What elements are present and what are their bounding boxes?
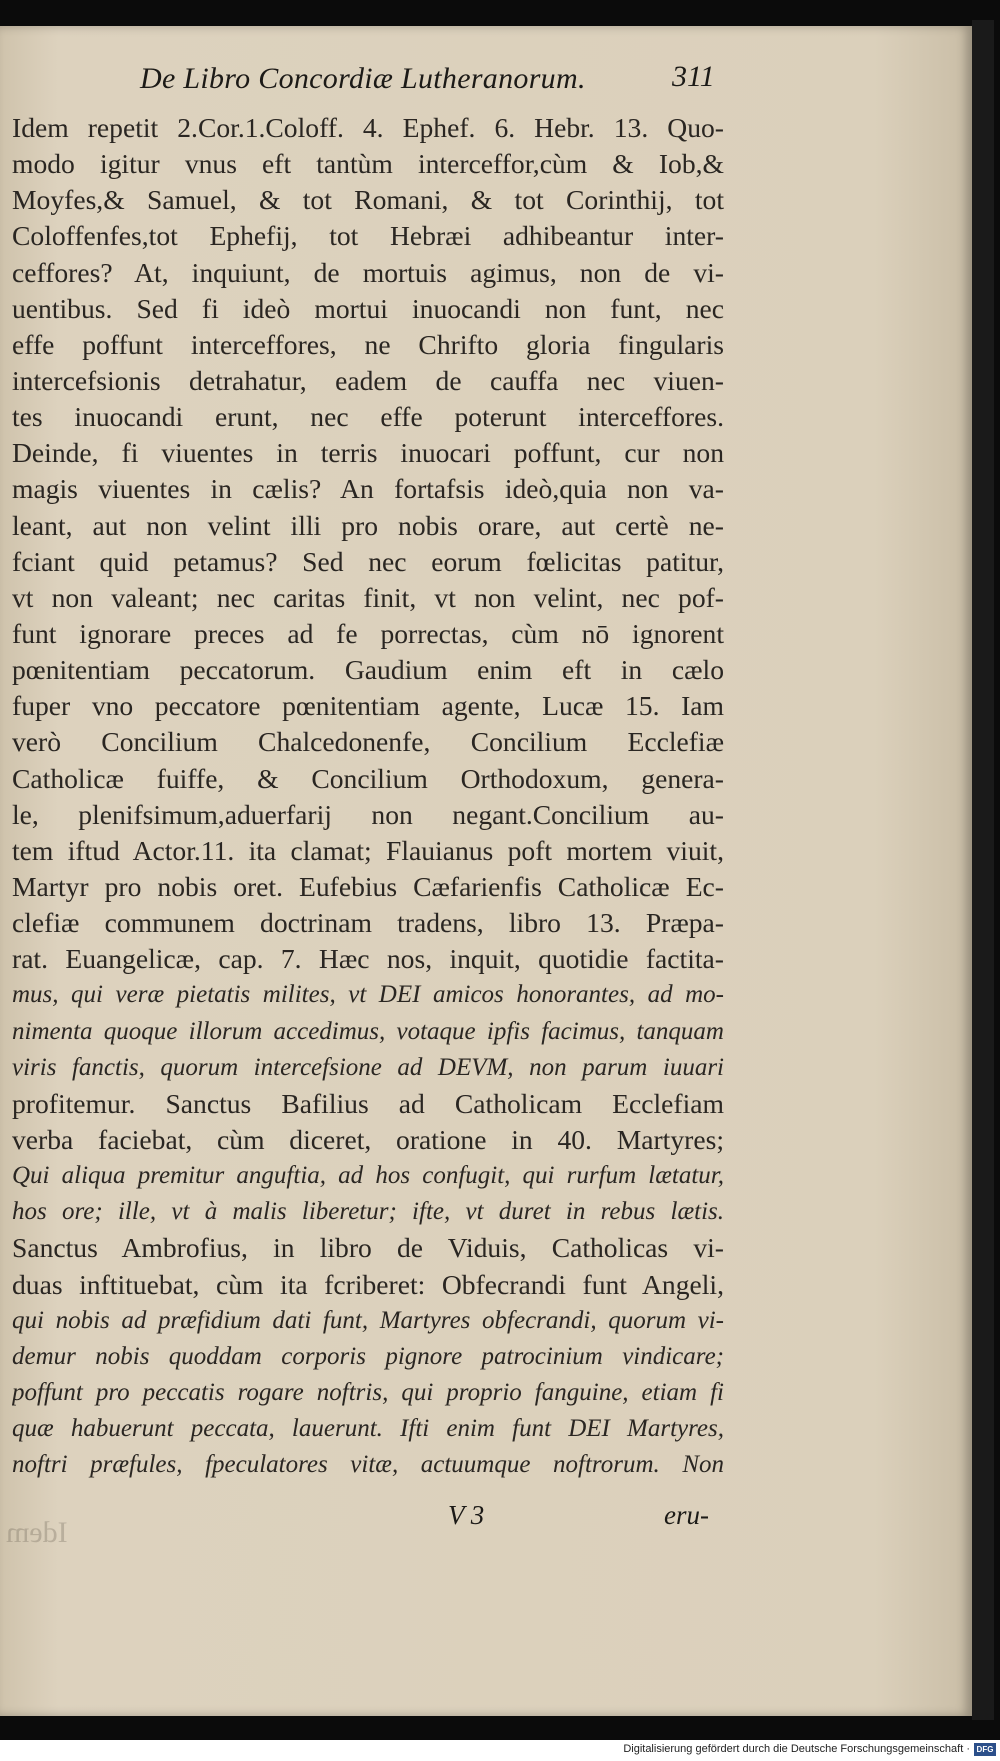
text-line: magis viuentes in cælis? An fortafsis ideò,quia non va- <box>12 473 724 505</box>
text-line: tes inuocandi erunt, nec effe poterunt interceffores. <box>12 401 724 433</box>
footer-bar <box>0 1740 1000 1761</box>
dfg-logo-icon: DFG <box>974 1743 996 1756</box>
text-line: Moyfes,& Samuel, & tot Romani, & tot Corinthij, tot <box>12 184 724 216</box>
catchword: eru- <box>664 1500 709 1530</box>
text-line: rat. Euangelicæ, cap. 7. Hæc nos, inquit, quotidie factita- <box>12 943 724 975</box>
text-line: Martyr pro nobis oret. Eufebius Cæfarienfis Catholicæ Ec- <box>12 870 724 902</box>
signature-mark: V 3 <box>448 1500 485 1530</box>
text-line: verba faciebat, cùm diceret, oratione in 40. Martyres; <box>12 1123 724 1155</box>
text-line: Coloffenfes,tot Ephefij, tot Hebræi adhibeantur inter- <box>12 220 724 252</box>
text-line: qui nobis ad præfidium dati funt, Martyres obfecrandi, quorum vi- <box>12 1306 724 1334</box>
text-line: pœnitentiam peccatorum. Gaudium enim eft in cælo <box>12 654 724 686</box>
text-line: Idem repetit 2.Cor.1.Coloff. 4. Ephef. 6. Hebr. 13. Quo- <box>12 112 724 143</box>
text-line: ceffores? At, inquiunt, de mortuis agimus, non de vi- <box>12 256 724 288</box>
text-line: effe poffunt interceffores, ne Chrifto gloria fingularis <box>12 328 724 360</box>
text-line: mus, qui veræ pietatis milites, vt DEI amicos honorantes, ad mo- <box>12 981 724 1009</box>
text-line: fuper vno peccatore pœnitentiam agente, Lucæ 15. Iam <box>12 690 724 722</box>
page-edge <box>972 20 994 1720</box>
text-line: quæ habuerunt peccata, lauerunt. Ifti enim funt DEI Martyres, <box>12 1415 724 1443</box>
text-line: tem iftud Actor.11. ita clamat; Flauianus poft mortem viuit, <box>12 834 724 866</box>
text-line: funt ignorare preces ad fe porrectas, cùm nō ignorent <box>12 617 724 649</box>
text-line: Sanctus Ambrofius, in libro de Viduis, Catholicas vi- <box>12 1232 724 1264</box>
text-line: Deinde, fi viuentes in terris inuocari poffunt, cur non <box>12 437 724 469</box>
text-line: poffunt pro peccatis rogare noftris, qui proprio fanguine, etiam fi <box>12 1378 724 1406</box>
text-line: hos ore; ille, vt à malis liberetur; ifte, vt duret in rebus lætis. <box>12 1198 724 1226</box>
text-line: Qui aliqua premitur anguftia, ad hos confugit, qui rurfum lætatur, <box>12 1162 724 1190</box>
text-line: vt non valeant; nec caritas finit, vt non velint, nec pof- <box>12 581 724 613</box>
text-line: modo igitur vnus eft tantùm interceffor,cùm & Iob,& <box>12 148 724 180</box>
text-line: duas inftituebat, cùm ita fcriberet: Obfecrandi funt Angeli, <box>12 1268 724 1300</box>
text-line: noftri præfules, fpeculatores vitæ, actuumque noftrorum. Non <box>12 1451 724 1479</box>
text-line: leant, aut non velint illi pro nobis orare, aut certè ne- <box>12 509 724 541</box>
body-text <box>12 110 724 1483</box>
text-line: fciant quid petamus? Sed nec eorum fœlicitas patitur, <box>12 545 724 577</box>
text-line: viris fanctis, quorum intercefsione ad DEVM, non parum iuuari <box>12 1053 724 1081</box>
running-head: De Libro Concordiæ Lutheranorum. <box>140 62 586 95</box>
text-line: le, plenifsimum,aduerfarij non negant.Concilium au- <box>12 798 724 830</box>
text-line: verò Concilium Chalcedonenfe, Concilium Ecclefiæ <box>12 726 724 758</box>
text-line: Catholicæ fuiffe, & Concilium Orthodoxum, genera- <box>12 762 724 794</box>
page-number: 311 <box>672 60 715 93</box>
text-line: profitemur. Sanctus Bafilius ad Catholicam Ecclefiam <box>12 1087 724 1119</box>
text-line: intercefsionis detrahatur, eadem de cauffa nec viuen- <box>12 364 724 396</box>
text-line: uentibus. Sed fi ideò mortui inuocandi non funt, nec <box>12 292 724 324</box>
text-line: nimenta quoque illorum accedimus, votaque ipfis facimus, tanquam <box>12 1017 724 1045</box>
footer-credit: Digitalisierung gefördert durch die Deutsche Forschungsgemeinschaft · <box>623 1743 970 1755</box>
show-through-text: Idem <box>6 1516 68 1549</box>
text-line: clefiæ communem doctrinam tradens, libro 13. Præpa- <box>12 907 724 939</box>
text-line: demur nobis quoddam corporis pignore patrocinium vindicare; <box>12 1342 724 1370</box>
